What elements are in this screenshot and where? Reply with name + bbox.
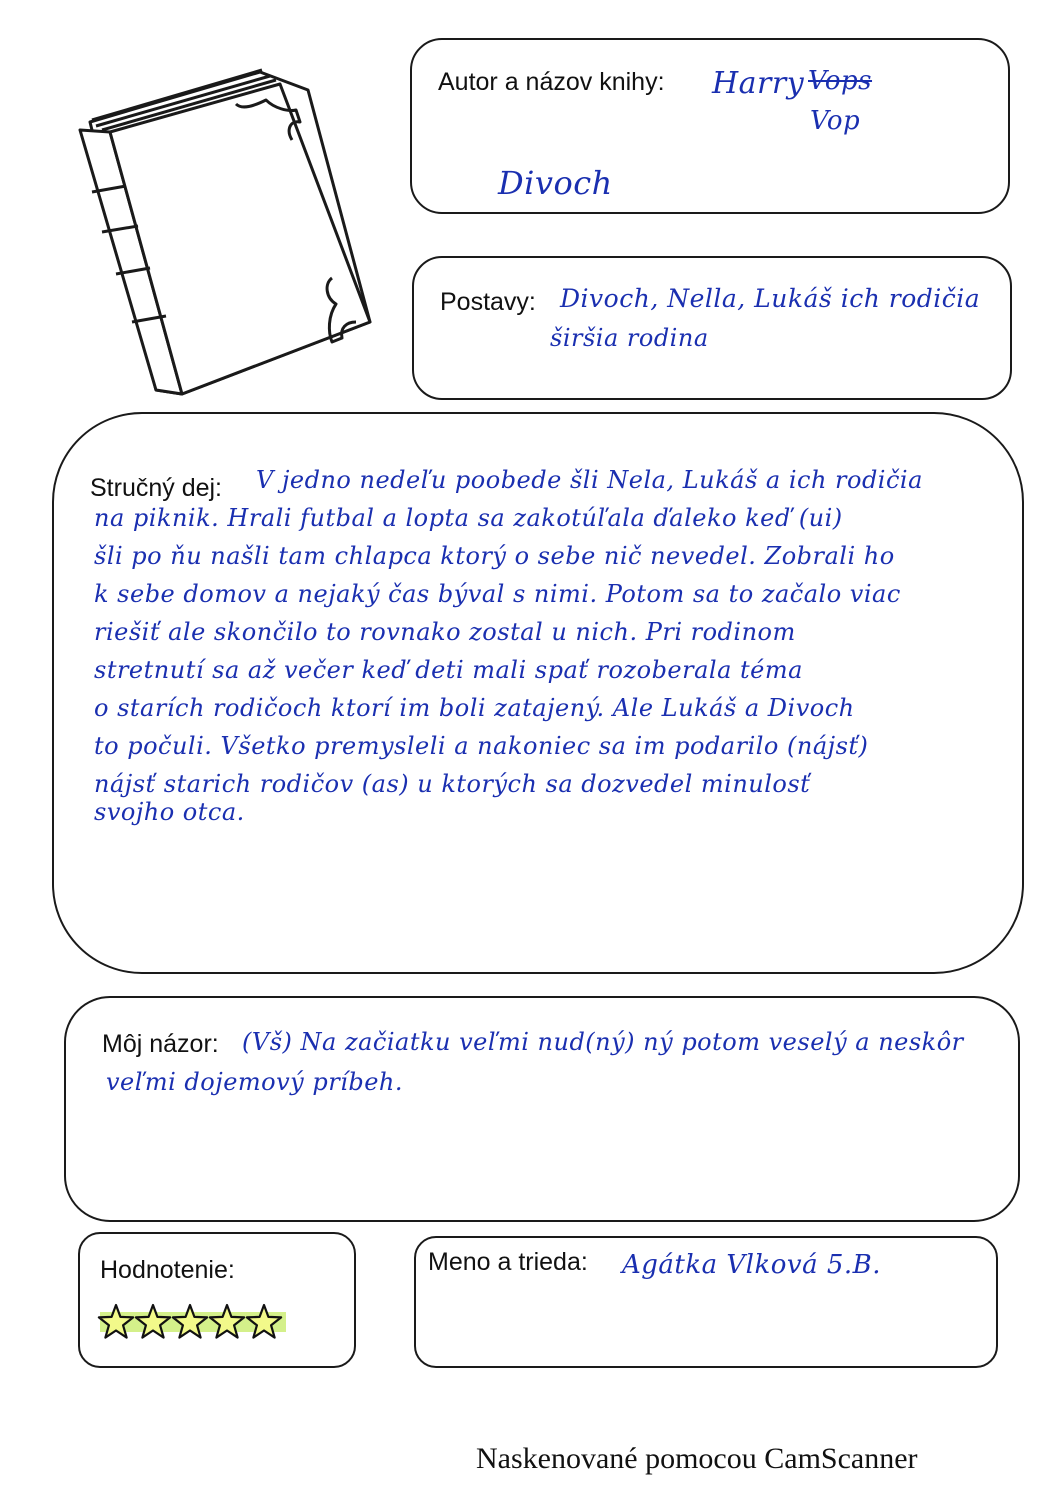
plot-line-3: šli po ňu našli tam chlapca ktorý o sebe nič nevedel. Zobrali ho — [94, 542, 895, 570]
opinion-label: Môj názor: — [102, 1030, 219, 1058]
scanner-footer: Naskenované pomocou CamScanner — [476, 1442, 918, 1475]
opinion-line-2: veľmi dojemový príbeh. — [106, 1068, 404, 1096]
book-title-value: Divoch — [498, 164, 613, 202]
author-first-name: Harry — [712, 66, 805, 101]
author-title-label: Autor a názov knihy: — [438, 68, 665, 96]
star-rating — [96, 1300, 296, 1344]
name-class-value: Agátka Vlková 5.B. — [622, 1250, 882, 1280]
star-icon — [247, 1305, 281, 1338]
plot-line-7: o starích rodičoch ktorí im boli zatajený. Ale Lukáš a Divoch — [94, 694, 855, 722]
plot-box — [52, 412, 1024, 974]
author-struck-text: Vops — [808, 66, 873, 96]
star-icon — [210, 1305, 244, 1338]
star-icon — [136, 1305, 170, 1338]
opinion-box — [64, 996, 1020, 1222]
plot-line-10: svojho otca. — [94, 798, 245, 826]
characters-box — [412, 256, 1012, 400]
book-illustration — [70, 60, 380, 400]
plot-line-5: riešiť ale skončilo to rovnako zostal u nich. Pri rodinom — [94, 618, 796, 646]
characters-label: Postavy: — [440, 288, 536, 316]
plot-line-1: V jedno nedeľu poobede šli Nela, Lukáš a ich rodičia — [256, 466, 923, 494]
author-title-box — [410, 38, 1010, 214]
plot-line-8: to počuli. Všetko premysleli a nakoniec sa im podarilo (nájsť) — [94, 732, 869, 760]
star-icon — [99, 1305, 133, 1338]
name-class-box — [414, 1236, 998, 1368]
rating-label: Hodnotenie: — [100, 1256, 235, 1284]
plot-line-6: stretnutí sa až večer keď deti mali spať rozoberala téma — [94, 656, 803, 684]
star-icon — [173, 1305, 207, 1338]
plot-line-9: nájsť starich rodičov (as) u ktorých sa dozvedel minulosť — [94, 770, 811, 798]
plot-label: Stručný dej: — [90, 474, 223, 502]
characters-line-1: Divoch, Nella, Lukáš ich rodičia — [560, 284, 981, 313]
plot-line-2: na piknik. Hrali futbal a lopta sa zakotúľala ďaleko keď (ui) — [94, 504, 843, 532]
plot-text — [94, 466, 1014, 826]
author-correction: Vop — [810, 106, 861, 136]
opinion-line-1: (Vš) Na začiatku veľmi nud(ný) ný potom veselý a neskôr — [242, 1028, 964, 1056]
plot-line-4: k sebe domov a nejaký čas býval s nimi. Potom sa to začalo viac — [94, 580, 901, 608]
characters-line-2: širšia rodina — [550, 324, 709, 352]
name-class-label: Meno a trieda: — [428, 1248, 588, 1276]
